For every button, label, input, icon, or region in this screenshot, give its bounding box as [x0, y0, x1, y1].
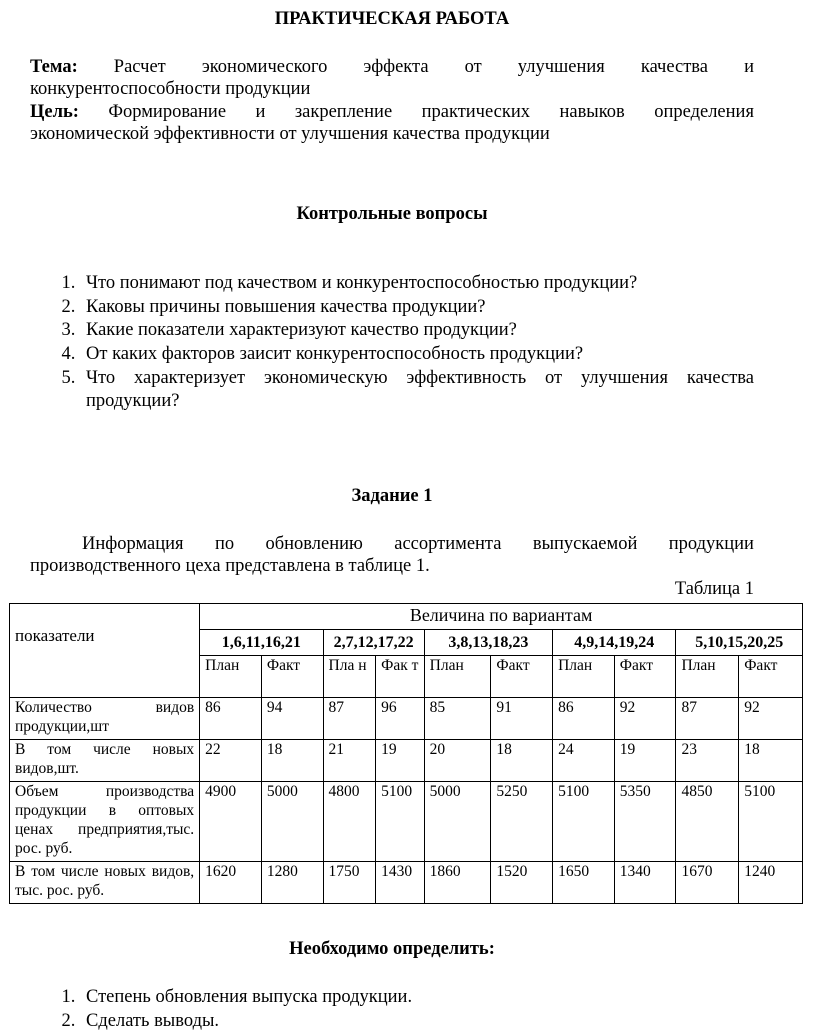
sub-header-cell: План	[200, 656, 262, 698]
topic-word: и	[744, 57, 754, 77]
topic-word: качества	[640, 57, 709, 77]
table-cell: 19	[376, 740, 425, 782]
table-cell: 19	[614, 740, 676, 782]
table-cell: 86	[553, 698, 615, 740]
table-cell: 85	[424, 698, 491, 740]
sub-header-cell: План	[424, 656, 491, 698]
table-cell: 5350	[614, 782, 676, 862]
table-cell: 18	[491, 740, 553, 782]
sub-header-cell: План	[676, 656, 739, 698]
goal-word: закрепление	[294, 102, 393, 122]
table-cell: 87	[676, 698, 739, 740]
determine-list	[30, 986, 754, 1033]
list-item: 2. Сделать выводы.	[80, 1010, 754, 1033]
table-cell: 24	[553, 740, 615, 782]
task-word: по	[214, 534, 235, 554]
task-word: ассортимента	[394, 534, 502, 554]
topic-word: от	[464, 57, 482, 77]
table-cell: 1430	[376, 861, 425, 903]
goal-word: определения	[654, 102, 754, 122]
table-cell: 1670	[676, 861, 739, 903]
variant-group: 4,9,14,19,24	[553, 629, 676, 656]
table-cell: 92	[614, 698, 676, 740]
list-item: 2. Каковы причины повышения качества продукции?	[80, 296, 754, 320]
table-cell: 5000	[261, 782, 323, 862]
variant-group: 1,6,11,16,21	[200, 629, 323, 656]
goal-label: Цель:	[30, 102, 79, 122]
table-cell: 1860	[424, 861, 491, 903]
table-cell: 1240	[739, 861, 803, 903]
table-cell: 22	[200, 740, 262, 782]
table-cell: 18	[261, 740, 323, 782]
list-item: 1. Что понимают под качеством и конкурентоспособностью продукции?	[80, 272, 754, 296]
questions-heading: Контрольные вопросы	[296, 204, 488, 224]
indicators-header: показатели	[10, 604, 200, 698]
task-heading: Задание 1	[351, 486, 433, 506]
table-cell: 91	[491, 698, 553, 740]
table-cell: 5250	[491, 782, 553, 862]
task-text	[30, 533, 754, 577]
questions-list	[30, 272, 754, 414]
task-word: выпускаемой	[532, 534, 638, 554]
table-cell: 5000	[424, 782, 491, 862]
table-cell: 1340	[614, 861, 676, 903]
topic-word: экономического	[201, 57, 328, 77]
sub-header-cell: Факт	[739, 656, 803, 698]
row-label: В том числе новых видов,шт.	[10, 740, 200, 782]
goal-word: навыков	[559, 102, 625, 122]
task-word: Информация	[82, 534, 184, 554]
variant-group: 3,8,13,18,23	[424, 629, 552, 656]
table-cell: 4900	[200, 782, 262, 862]
sub-header-cell: Пла н	[323, 656, 376, 698]
table-cell: 5100	[739, 782, 803, 862]
table-cell: 1280	[261, 861, 323, 903]
sub-header-cell: План	[553, 656, 615, 698]
task-line-2: производственного цеха представлена в таблице 1.	[30, 556, 430, 577]
determine-heading: Необходимо определить:	[289, 939, 495, 959]
topic-line-1	[30, 56, 754, 78]
table-cell: 21	[323, 740, 376, 782]
goal-line-1	[30, 101, 754, 123]
table-cell: 86	[200, 698, 262, 740]
table-cell: 92	[739, 698, 803, 740]
data-table	[9, 603, 803, 904]
table-cell: 96	[376, 698, 425, 740]
row-label: В том числе новых видов, тыс. рос. руб.	[10, 861, 200, 903]
topic-word: эффекта	[363, 57, 429, 77]
topic-word: Расчет	[113, 57, 166, 77]
list-item: 5. Что характеризует экономическую эффективность от улучшения качества продукции?	[80, 367, 754, 414]
table-cell: 1620	[200, 861, 262, 903]
goal-word: Формирование	[108, 102, 227, 122]
list-item: 3. Какие показатели характеризуют качество продукции?	[80, 319, 754, 343]
variants-header: Величина по вариантам	[200, 604, 803, 630]
row-label: Объем производства продукции в оптовых ценах предприятия,тыс. рос. руб.	[10, 782, 200, 862]
table-row	[10, 740, 803, 782]
sub-header-cell: Факт	[491, 656, 553, 698]
table-cell: 4800	[323, 782, 376, 862]
row-label: Количество видов продукции,шт	[10, 698, 200, 740]
task-line-1	[30, 533, 754, 555]
table-row	[10, 782, 803, 862]
task-word: обновлению	[265, 534, 363, 554]
goal-block	[30, 101, 754, 145]
topic-block	[30, 56, 754, 100]
table-cell: 23	[676, 740, 739, 782]
goal-word: и	[255, 102, 266, 122]
topic-label: Тема:	[30, 57, 78, 77]
sub-header-cell: Фак т	[376, 656, 425, 698]
variant-group: 5,10,15,20,25	[676, 629, 803, 656]
task-word: продукции	[668, 534, 754, 554]
goal-line-2: экономической эффективности от улучшения качества продукции	[30, 124, 550, 145]
topic-line-2: конкурентоспособности продукции	[30, 79, 311, 100]
table-row	[10, 861, 803, 903]
table-cell: 94	[261, 698, 323, 740]
table-cell: 18	[739, 740, 803, 782]
list-item: 1. Степень обновления выпуска продукции.	[80, 986, 754, 1010]
variant-group: 2,7,12,17,22	[323, 629, 424, 656]
topic-word: улучшения	[517, 57, 605, 77]
goal-word: практических	[421, 102, 531, 122]
list-item: 4. От каких факторов заисит конкурентоспособность продукции?	[80, 343, 754, 367]
sub-header-cell: Факт	[614, 656, 676, 698]
sub-header-cell: Факт	[261, 656, 323, 698]
table-header-row	[10, 604, 803, 630]
table-cell: 1520	[491, 861, 553, 903]
table-cell: 1650	[553, 861, 615, 903]
table-cell: 1750	[323, 861, 376, 903]
table-cell: 5100	[376, 782, 425, 862]
table-cell: 5100	[553, 782, 615, 862]
table-cell: 20	[424, 740, 491, 782]
page-title: ПРАКТИЧЕСКАЯ РАБОТА	[274, 9, 510, 29]
table-cell: 87	[323, 698, 376, 740]
table-row	[10, 698, 803, 740]
table-caption: Таблица 1	[674, 579, 754, 599]
table-cell: 4850	[676, 782, 739, 862]
